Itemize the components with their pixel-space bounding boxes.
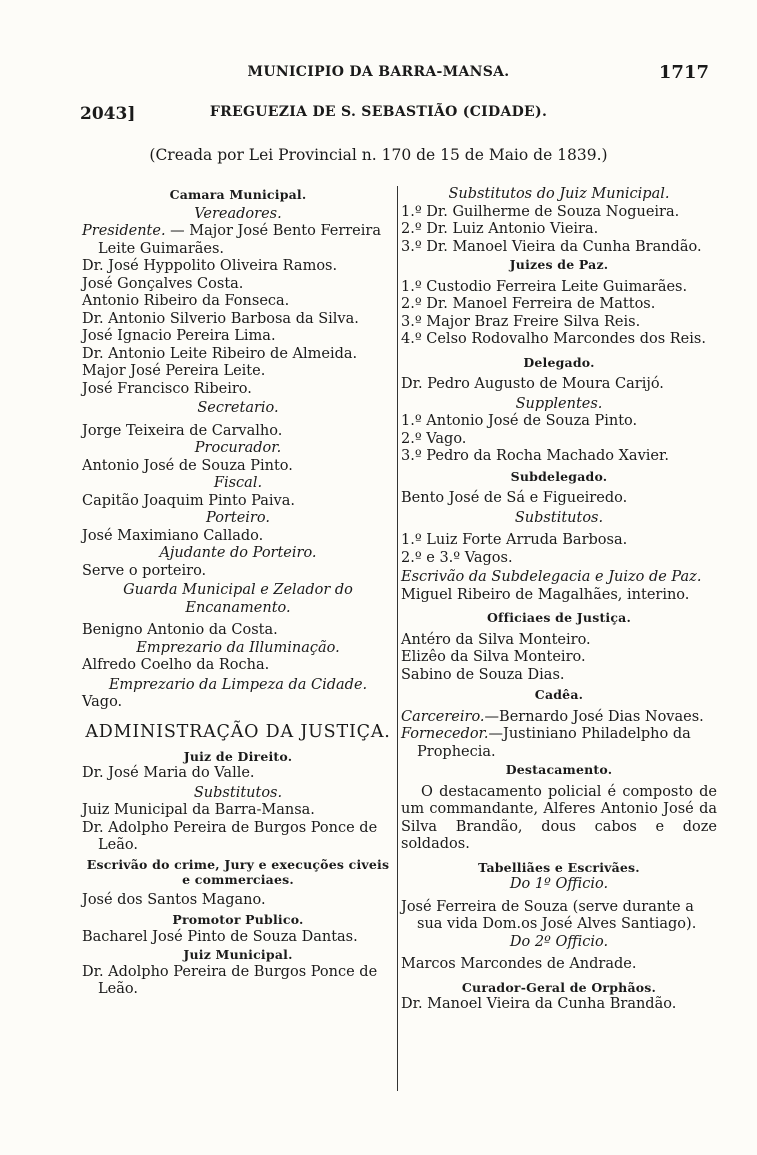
list-item: 3.º Pedro da Rocha Machado Xavier. bbox=[401, 448, 669, 464]
section-heading: Destacamento. bbox=[505, 762, 613, 777]
list-item: Bacharel José Pinto de Souza Dantas. bbox=[82, 928, 358, 945]
section-heading: Cadêa. bbox=[534, 687, 584, 702]
section-subheading: Escrivão da Subdelegacia e Juizo de Paz. bbox=[401, 569, 702, 585]
list-item: Elizêo da Silva Monteiro. bbox=[401, 649, 586, 665]
section-subheading: Procurador. bbox=[194, 440, 282, 456]
section-subheading: Guarda Municipal e Zelador do Encanamento. bbox=[123, 582, 353, 616]
section-heading: Juizes de Paz. bbox=[509, 257, 609, 272]
page-number: 1717 bbox=[658, 62, 709, 83]
list-item: José Maximiano Callado. bbox=[82, 527, 264, 544]
column-divider bbox=[397, 186, 398, 1091]
list-item: Antonio José de Souza Pinto. bbox=[82, 457, 293, 474]
list-item: 3.º Dr. Manoel Vieira da Cunha Brandão. bbox=[401, 238, 702, 255]
section-subheading: Porteiro. bbox=[206, 510, 270, 526]
list-item: Major José Pereira Leite. bbox=[82, 363, 266, 379]
list-item: 4.º Celso Rodovalho Marcondes dos Reis. bbox=[401, 331, 706, 347]
section-subheading: Secretario. bbox=[197, 400, 279, 416]
list-item: Jorge Teixeira de Carvalho. bbox=[82, 422, 283, 439]
list-item: Dr. Adolpho Pereira de Burgos Ponce de Leão. bbox=[82, 963, 378, 997]
list-item: Antonio Ribeiro da Fonseca. bbox=[82, 293, 290, 309]
list-item: Miguel Ribeiro de Magalhães, interino. bbox=[401, 586, 690, 603]
list-item: Dr. Manoel Vieira da Cunha Brandão. bbox=[401, 996, 677, 1012]
section-subheading: Substitutos. bbox=[193, 784, 283, 801]
section-heading: Escrivão do crime, Jury e execuções civeis e commerciaes. bbox=[86, 856, 390, 887]
list-item: 1.º Antonio José de Souza Pinto. bbox=[401, 413, 638, 429]
presidente-label: Presidente. bbox=[82, 223, 166, 239]
list-item: 1.º Custodio Ferreira Leite Guimarães. bbox=[401, 278, 688, 295]
reference-number: 2043] bbox=[80, 104, 136, 124]
list-item: José Ignacio Pereira Lima. bbox=[82, 328, 276, 344]
section-heading: Delegado. bbox=[523, 354, 595, 370]
section-heading: Officiaes de Justiça. bbox=[486, 610, 632, 625]
section-subheading: Emprezario da Limpeza da Cidade. bbox=[108, 676, 368, 693]
presidente-entry bbox=[82, 223, 394, 258]
list-item: Marcos Marcondes de Andrade. bbox=[401, 956, 637, 972]
list-item: José Ferreira de Souza (serve durante a sua vida Dom.os José Alves Santiago). bbox=[401, 898, 697, 932]
section-subheading: Vereadores. bbox=[194, 205, 282, 222]
list-item: Dr. Adolpho Pereira de Burgos Ponce de Leão. bbox=[82, 819, 378, 853]
section-subheading: Emprezario da Illuminação. bbox=[136, 639, 340, 656]
list-item: Juiz Municipal da Barra-Mansa. bbox=[82, 802, 315, 818]
list-item: 2.º Dr. Luiz Antonio Vieira. bbox=[401, 221, 599, 237]
section-heading: Promotor Publico. bbox=[172, 912, 304, 927]
creation-note: (Creada por Lei Provincial n. 170 de 15 de Maio de 1839.) bbox=[149, 146, 608, 164]
fornecedor-label: Fornecedor. bbox=[401, 726, 489, 742]
list-item: Dr. Antonio Leite Ribeiro de Almeida. bbox=[82, 345, 358, 362]
list-item: Bento José de Sá e Figueiredo. bbox=[401, 490, 628, 506]
list-item: José dos Santos Magano. bbox=[82, 891, 266, 908]
list-item: Dr. José Maria do Valle. bbox=[82, 765, 255, 781]
carcereiro-name: —Bernardo José Dias Novaes. bbox=[484, 708, 704, 725]
section-subheading: Do 1º Officio. bbox=[509, 876, 609, 892]
section-subheading: Do 2º Officio. bbox=[509, 933, 609, 950]
list-item: 2.º Dr. Manoel Ferreira de Mattos. bbox=[401, 296, 656, 312]
section-heading: Tabelliães e Escrivães. bbox=[478, 859, 640, 875]
list-item: 2.º e 3.º Vagos. bbox=[401, 549, 513, 566]
list-item: Antéro da Silva Monteiro. bbox=[401, 631, 591, 648]
section-heading: Subdelegado. bbox=[510, 468, 608, 484]
administracao-heading: ADMINISTRAÇÃO DA JUSTIÇA. bbox=[85, 721, 391, 742]
list-item: Vago. bbox=[82, 694, 123, 710]
carcereiro-entry bbox=[401, 709, 717, 727]
list-item: Alfredo Coelho da Rocha. bbox=[82, 657, 270, 673]
list-item: Serve o porteiro. bbox=[82, 562, 207, 579]
fornecedor-entry bbox=[401, 726, 717, 761]
section-subheading: Fiscal. bbox=[213, 475, 263, 491]
left-column bbox=[82, 186, 394, 999]
section-subheading: Substitutos do Juiz Municipal. bbox=[448, 186, 670, 202]
destacamento-paragraph: O destacamento policial é composto de um commandante, Alferes Antonio José da Silva Brandão, dous cabos e doze soldados. bbox=[401, 783, 717, 852]
section-subheading: Supplentes. bbox=[515, 395, 603, 412]
list-item: José Francisco Ribeiro. bbox=[82, 380, 252, 397]
right-column bbox=[401, 186, 717, 1014]
section-heading: Juiz Municipal. bbox=[183, 947, 293, 962]
carcereiro-label: Carcereiro. bbox=[401, 708, 485, 725]
presidente-name: — Major José Bento Ferreira Leite Guimarães. bbox=[98, 223, 381, 257]
section-heading: Camara Municipal. bbox=[169, 187, 307, 202]
section-heading: Curador-Geral de Orphãos. bbox=[461, 979, 657, 995]
section-subheading: Ajudante do Porteiro. bbox=[159, 545, 317, 561]
list-item: Benigno Antonio da Costa. bbox=[82, 622, 278, 638]
list-item: Dr. José Hyppolito Oliveira Ramos. bbox=[82, 258, 338, 274]
list-item: Sabino de Souza Dias. bbox=[401, 666, 565, 683]
list-item: 3.º Major Braz Freire Silva Reis. bbox=[401, 313, 641, 330]
list-item: 1.º Luiz Forte Arruda Barbosa. bbox=[401, 532, 628, 548]
list-item: 2.º Vago. bbox=[401, 430, 467, 447]
fornecedor-name: —Justiniano Philadelpho da Prophecia. bbox=[417, 726, 691, 760]
list-item: 1.º Dr. Guilherme de Souza Nogueira. bbox=[401, 203, 680, 220]
running-title: MUNICIPIO DA BARRA-MANSA. bbox=[247, 64, 510, 80]
list-item: Dr. Antonio Silverio Barbosa da Silva. bbox=[82, 310, 359, 327]
list-item: Capitão Joaquim Pinto Paiva. bbox=[82, 492, 296, 509]
section-subheading: Substitutos. bbox=[514, 509, 604, 526]
list-item: Dr. Pedro Augusto de Moura Carijó. bbox=[401, 376, 664, 392]
list-item: José Gonçalves Costa. bbox=[82, 275, 244, 292]
parish-title: FREGUEZIA DE S. SEBASTIÃO (CIDADE). bbox=[209, 104, 548, 120]
section-heading: Juiz de Direito. bbox=[183, 748, 293, 764]
